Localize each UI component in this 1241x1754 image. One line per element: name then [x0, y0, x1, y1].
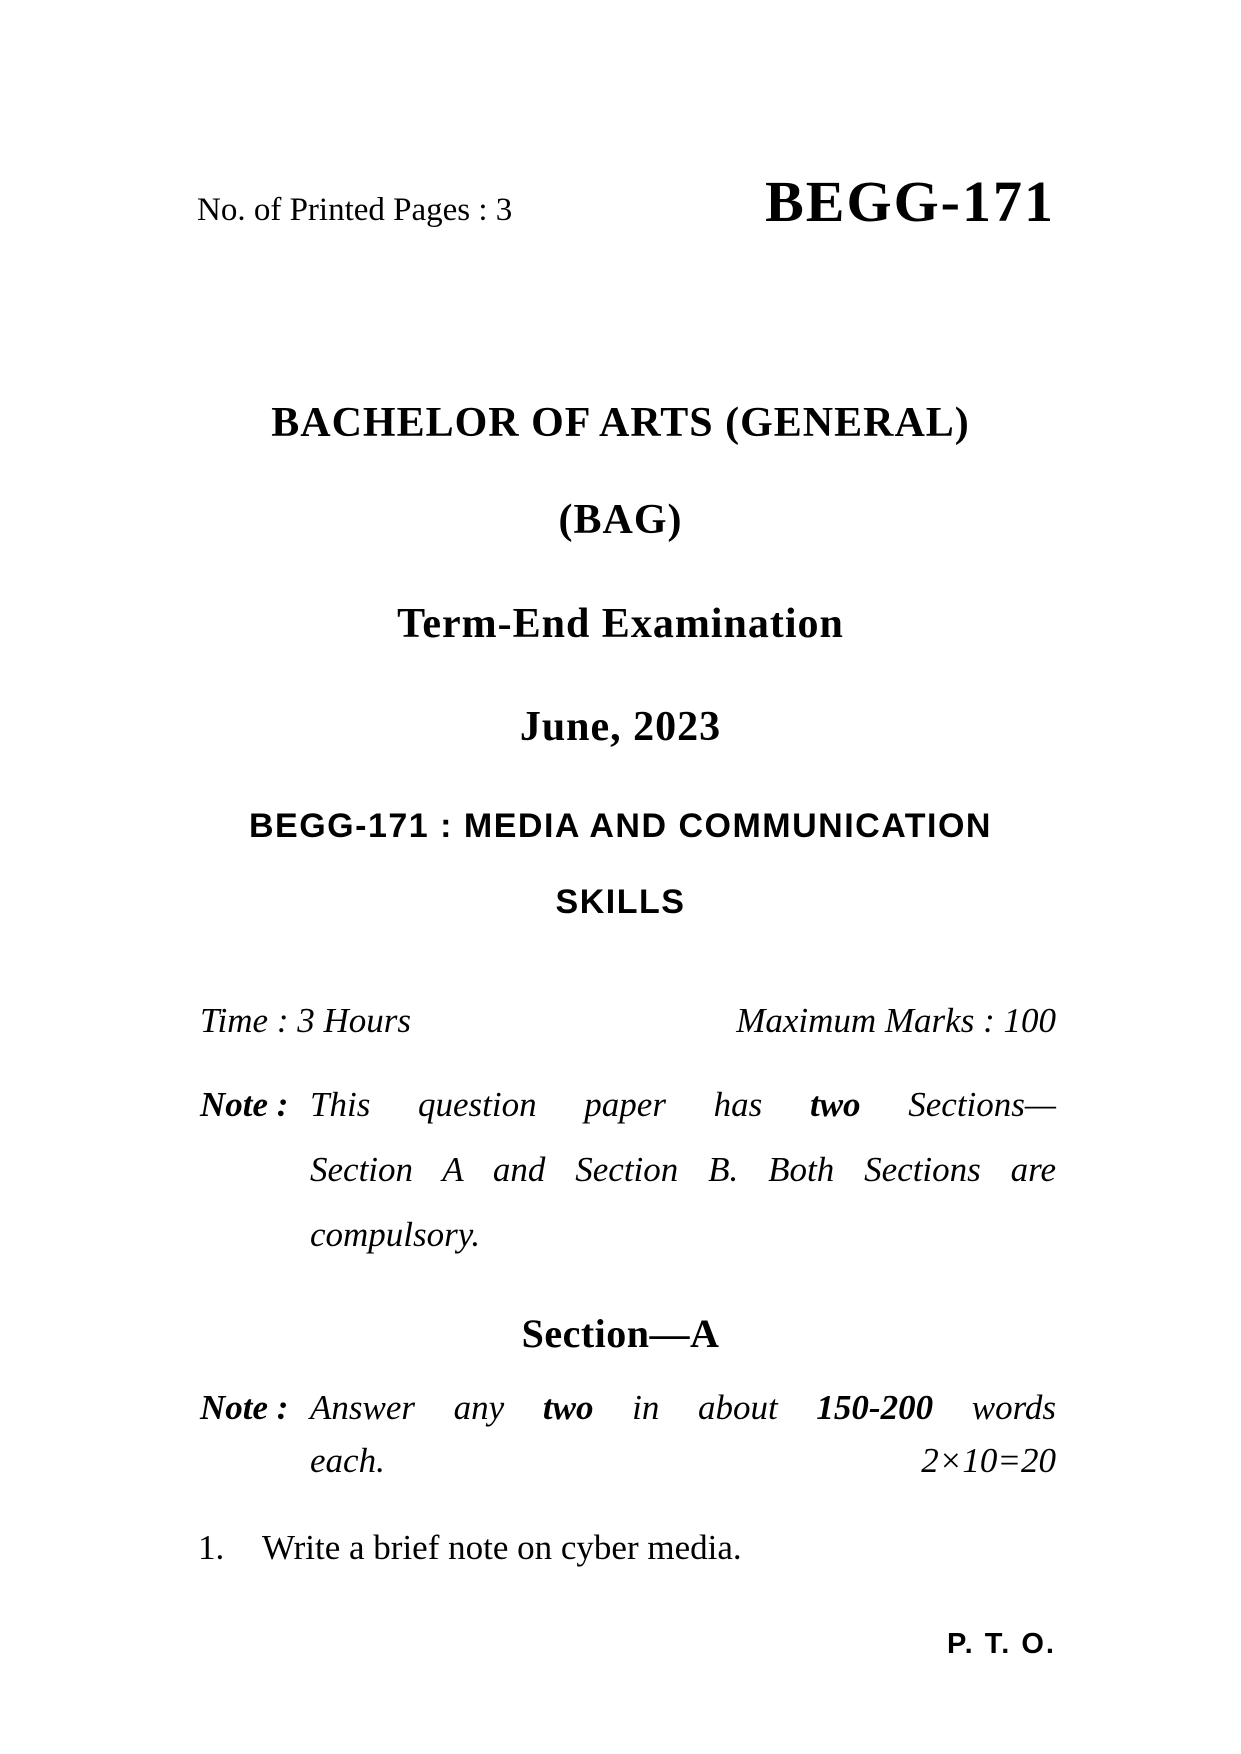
- course-title-line1: BEGG-171 : MEDIA AND COMMUNICATION: [249, 807, 992, 845]
- question-1: [198, 1526, 1056, 1570]
- degree-title: BACHELOR OF ARTS (GENERAL): [271, 400, 970, 446]
- printed-pages-label: No. of Printed Pages : 3: [197, 192, 513, 228]
- time-allowed: Time : 3 Hours: [200, 1001, 411, 1040]
- general-note-line-1: This question paper has two Sections—: [310, 1085, 1057, 1124]
- section-a-note-line-2: [310, 1434, 1056, 1487]
- session-title: June, 2023: [519, 704, 722, 750]
- general-note-body: [310, 1072, 1056, 1267]
- note-each-text: each.: [310, 1441, 385, 1480]
- general-note-line-2: Section A and Section B. Both Sections are: [310, 1150, 1056, 1189]
- exam-title: Term-End Examination: [397, 601, 844, 647]
- marks-scheme: 2×10=20: [921, 1441, 1056, 1480]
- course-title-line2: SKILLS: [555, 883, 686, 921]
- general-note-label: Note :: [200, 1085, 289, 1124]
- question-1-text: Write a brief note on cyber media.: [262, 1528, 742, 1567]
- program-title: (BAG): [558, 497, 683, 543]
- section-a-note-body: [310, 1381, 1056, 1487]
- section-a-note-label: Note :: [200, 1388, 289, 1427]
- general-note: [200, 1072, 1056, 1267]
- paper-code: BEGG-171: [765, 169, 1055, 234]
- section-a-heading: Section—A: [521, 1311, 720, 1356]
- question-1-number: 1.: [198, 1528, 225, 1567]
- general-note-line-3: compulsory.: [310, 1215, 481, 1254]
- maximum-marks: Maximum Marks : 100: [736, 1001, 1056, 1040]
- section-a-note-line-1: Answer any two in about 150-200 words: [310, 1388, 1057, 1427]
- pto-label: P. T. O.: [947, 1628, 1056, 1660]
- section-a-note: [200, 1381, 1056, 1487]
- meta-row: [200, 1000, 1056, 1042]
